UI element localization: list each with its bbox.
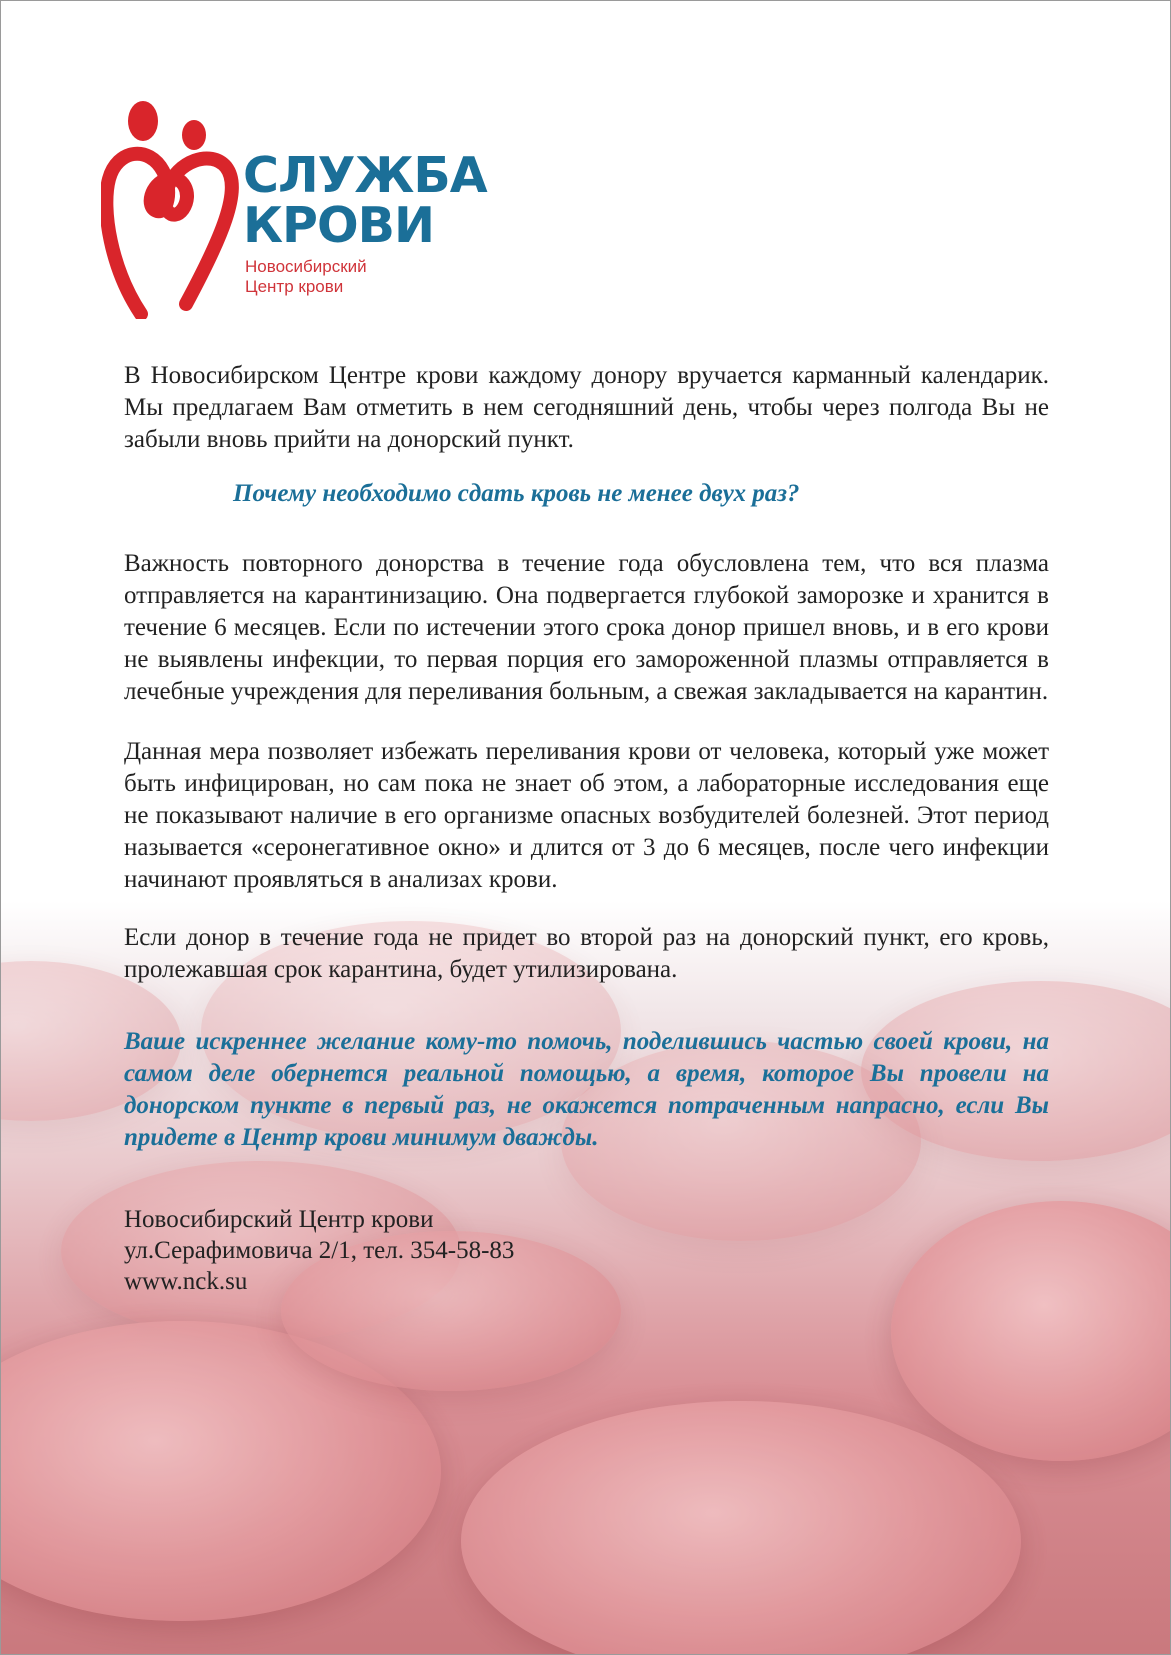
paragraph-1: Важность повторного донорства в течение года обусловлена тем, что вся плазма отправляется на карантинизацию. Она подвергается глубокой заморозке и хранится в течение 6 месяцев. Если по истечении этого срока донор пришел вновь, и в его крови не выявлены инфекции, то первая порция его замороженной плазмы отправляется в лечебные учреждения для переливания больным, а свежая закладывается на карантин. — [124, 550, 1049, 705]
flyer-content — [124, 360, 1049, 1297]
logo — [101, 99, 261, 324]
paragraph-3: Если донор в течение года не придет во второй раз на донорский пункт, его кровь, пролежавшая срок карантина, будет утилизирована. — [124, 924, 1049, 983]
section-heading: Почему необходимо сдать кровь не менее двух раз? — [233, 480, 800, 507]
website-link[interactable]: www.nck.su — [124, 1268, 248, 1295]
logo-subtitle: Новосибирский Центр крови — [245, 257, 367, 296]
paragraph-2: Данная мера позволяет избежать переливания крови от человека, который уже может быть инфицирован, но сам пока не знает об этом, а лабораторные исследования еще не показывают наличие в его организме опасных возбудителей болезней. Этот период называется «серонегативное окно» и длится от 3 до 6 месяцев, после чего инфекции начинают проявляться в анализах крови. — [124, 738, 1049, 893]
contact-block — [124, 1204, 1049, 1297]
intro-paragraph: В Новосибирском Центре крови каждому донору вручается карманный календарик. Мы предлагаем Вам отметить в нем сегодняшний день, чтобы через полгода Вы не забыли вновь прийти на донорский пункт. — [124, 362, 1049, 453]
contact-name: Новосибирский Центр крови — [124, 1206, 434, 1233]
closing-statement: Ваше искреннее желание кому-то помочь, поделившись частью своей крови, на самом деле обернется реальной помощью, а время, которое Вы провели на донорском пункте в первый раз, не окажется потраченным напрасно, если Вы придете в Центр крови минимум дважды. — [124, 1028, 1049, 1151]
logo-title: СЛУЖБА КРОВИ — [243, 147, 487, 254]
heart-people-logo-icon — [101, 99, 261, 319]
contact-address: ул.Серафимовича 2/1, тел. 354-58-83 — [124, 1237, 515, 1264]
